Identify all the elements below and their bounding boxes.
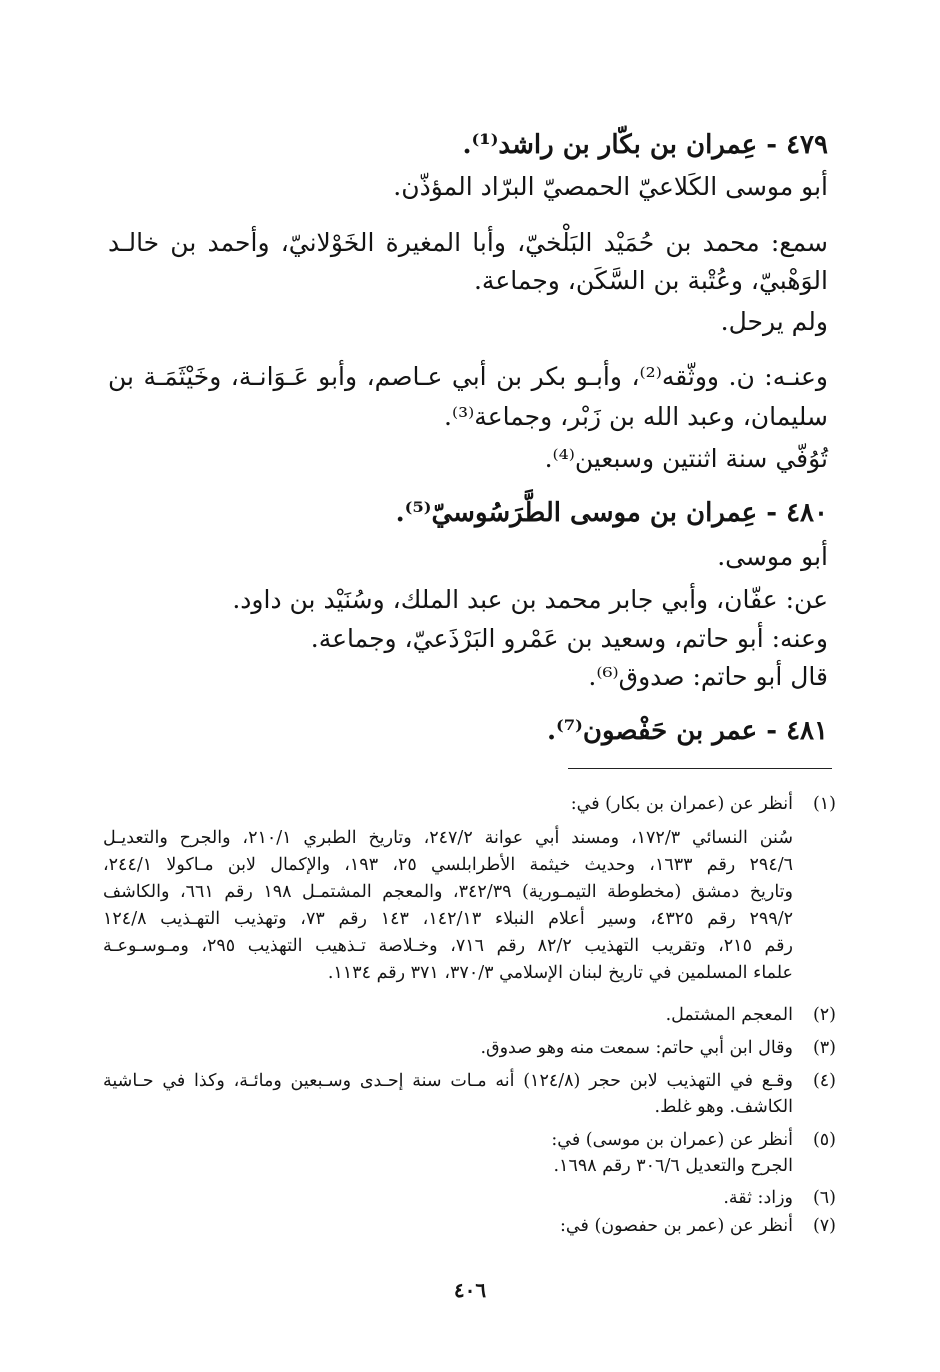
footnote-5-number: (٥)	[812, 1130, 836, 1150]
entry-479-kunya: أبو موسى الكَلاعيّ الحمصيّ البرّاد المؤذّن.	[393, 172, 828, 201]
footnote-5-line-1: أنظر عن (عمران بن موسى) في:	[551, 1130, 793, 1150]
footnote-6-line-1: وزاد: ثقة.	[723, 1188, 793, 1208]
entry-479-death: تُوُفّي سنة اثنتين وسبعين⁽⁴⁾.	[544, 444, 828, 473]
footnote-4-line-2: الكاشف. وهو غلط.	[654, 1097, 793, 1117]
footnote-1-number: (١)	[812, 794, 836, 814]
footnote-separator	[568, 768, 832, 769]
footnote-7-number: (٧)	[812, 1216, 836, 1236]
footnote-3-number: (٣)	[812, 1038, 836, 1058]
footnote-3-line-1: وقال ابن أبي حاتم: سمعت منه وهو صدوق.	[480, 1038, 793, 1058]
footnote-2-line-1: المعجم المشتمل.	[665, 1005, 793, 1025]
entry-480-teachers: عن: عفّان، وأبي جابر محمد بن عبد الملك، وسُنَيْد بن داود.	[232, 585, 828, 614]
footnote-1-line-5: ٢٩٩/٢ رقم ٤٣٢٥، وسير أعلام النبلاء ١٤٢/١٣، ١٤٣ رقم ٧٣، وتهذيب التهـذيب ١٢٤/٨	[103, 909, 794, 929]
entry-481-heading: ٤٨١ - عمر بن حَفْصون⁽⁷⁾.	[546, 716, 828, 746]
footnote-4-line-1: وقـع في التهذيب لابن حجر (١٢٤/٨) أنه مـات سنة إحـدى وسـبعين ومائـة، وكذا في حـاشية	[103, 1071, 793, 1091]
entry-479-students-line-2: سليمان، وعبد الله بن زَبْر، وجماعة⁽³⁾.	[444, 402, 828, 431]
entry-479-heading: ٤٧٩ - عِمران بن بكّار بن راشد⁽¹⁾.	[462, 130, 828, 160]
footnote-7-line-1: أنظر عن (عمر بن حفصون) في:	[560, 1216, 793, 1236]
footnote-6-number: (٦)	[812, 1188, 836, 1208]
entry-479-teachers-line-2: الوَهْبيّ، وعُتْبة بن السَّكَن، وجماعة.	[473, 266, 828, 295]
footnote-1-line-1: أنظر عن (عمران بن بكار) في:	[570, 794, 793, 814]
footnote-2-number: (٢)	[812, 1005, 836, 1025]
footnote-1-line-2: سُنن النسائي ١٧٢/٣، ومسند أبي عوانة ٢٤٧/٢، وتاريخ الطبري ٢١٠/١، والجرح والتعديـل	[103, 828, 793, 848]
entry-480-kunya: أبو موسى.	[717, 542, 828, 571]
entry-479-teachers-line-1: سمع: محمد بن حُمَيْد البَلْخيّ، وأبا المغيرة الخَوْلانيّ، وأحمد بن خالـد	[108, 228, 828, 257]
footnote-5-line-2: الجرح والتعديل ٣٠٦/٦ رقم ١٦٩٨.	[553, 1156, 793, 1176]
entry-480-students: وعنه: أبو حاتم، وسعيد بن عَمْرو البَرْذَعيّ، وجماعة.	[310, 624, 828, 653]
entry-479-students-line-1: وعنـه: ن. ووثّقه⁽²⁾، وأبـو بكر بن أبي عـاصم، وأبو عَـوَانـة، وخَيْثَمَـة بن	[108, 362, 828, 391]
footnote-1-line-4: وتاريخ دمشق (مخطوطة التيمـورية) ٣٤٢/٣٩، والمعجم المشتمـل ١٩٨ رقم ٦٦١، والكاشف	[103, 882, 794, 902]
footnote-1-line-6: رقم ٢١٥، وتقريب التهذيب ٨٢/٢ رقم ٧١٦، وخـلاصة تـذهيب التهذيب ٢٩٥، ومـوسـوعـة	[103, 936, 793, 956]
entry-480-abu-hatim-verdict: قال أبو حاتم: صدوق⁽⁶⁾.	[588, 662, 828, 691]
footnote-1-line-7: علماء المسلمين في تاريخ لبنان الإسلامي ٣٧٠/٣، ٣٧١ رقم ١١٣٤.	[327, 963, 793, 983]
footnote-4-number: (٤)	[812, 1071, 836, 1091]
footnote-1-line-3: ٢٩٤/٦ رقم ١٦٣٣، وحديث خيثمة الأطرابلسي ٢٥، ١٩٣، والإكمال لابن مـاكولا ٢٤٤/١،	[103, 855, 794, 875]
entry-480-heading: ٤٨٠ - عِمران بن موسى الطَّرَسُوسيّ⁽⁵⁾.	[395, 498, 828, 528]
page-number: ٤٠٦	[453, 1278, 487, 1302]
entry-479-travel-note: ولم يرحل.	[720, 307, 828, 336]
